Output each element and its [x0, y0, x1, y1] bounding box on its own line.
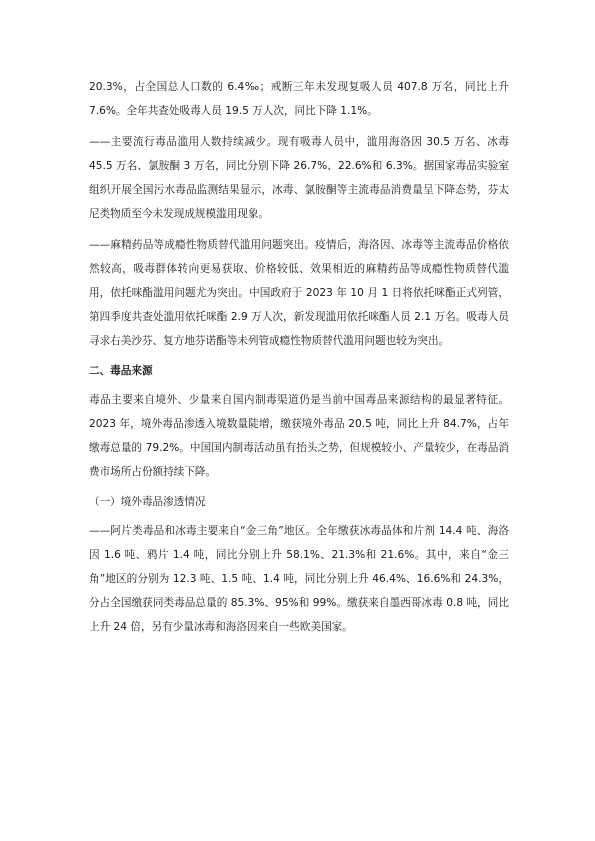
paragraph-drug-user-stats: 20.3%，占全国总人口数的 6.4‰；戒断三年未发现复吸人员 407.8 万名，同比上升 7.6%。全年共查处吸毒人员 19.5 万人次，同比下降 1.1%。	[89, 81, 509, 117]
section-heading-drug-source: 二、毒品来源	[89, 365, 153, 377]
paragraph-golden-triangle: ——阿片类毒品和冰毒主要来自“金三角”地区。全年缴获冰毒晶体和片剂 14.4 吨、海洛因 1.6 吨、鸦片 1.4 吨，同比分别上升 58.1%、21.3%和 21.6%。其中，来自“金三角”地区的分别为 12.3 吨、1.5 吨、1.4 吨，同比分别上升 46.4%、16.6%和 24.3%，分占全国缴获同类毒品总量的 85.3%、95%和 99%。缴获来自墨西哥冰毒 0.8 吨，同比上升 24 倍，另有少量冰毒和海洛因来自一些欧美国家。	[89, 525, 509, 633]
subsection-heading-foreign-infiltration: （一）境外毒品渗透情况	[89, 496, 206, 508]
paragraph-substitute-abuse: ——麻精药品等成瘾性物质替代滥用问题突出。疫情后，海洛因、冰毒等主流毒品价格依然较高，吸毒群体转向更易获取、价格较低、效果相近的麻精药品等成瘾性物质替代滥用，依托咪酯滥用问题尤为突出。中国政府于 2023 年 10 月 1 日将依托咪酯正式列管，第四季度共查处滥用依托咪酯 2.9 万人次，新发现滥用依托咪酯人员 2.1 万名。吸毒人员寻求右美沙芬、复方地芬诺酯等未列管成瘾性物质替代滥用问题也较为突出。	[89, 239, 509, 347]
paragraph-drug-source-overview: 毒品主要来自境外、少量来自国内制毒渠道仍是当前中国毒品来源结构的最显著特征。2023 年，境外毒品渗透入境数量陡增，缴获境外毒品 20.5 吨，同比上升 84.7%，占年缴毒总量的 79.2%。中国国内制毒活动虽有抬头之势，但规模较小、产量较少，在毒品消费市场所占份额持续下降。	[89, 394, 509, 478]
document-page	[89, 75, 509, 646]
paragraph-main-drug-decline: ——主要流行毒品滥用人数持续减少。现有吸毒人员中，滥用海洛因 30.5 万名、冰毒 45.5 万名、氯胺酮 3 万名，同比分别下降 26.7%、22.6%和 6.3%。据国家毒品实验室组织开展全国污水毒品监测结果显示，冰毒、氯胺酮等主流毒品消费量呈下降态势，芬太尼类物质至今未发现成规模滥用现象。	[89, 136, 509, 220]
